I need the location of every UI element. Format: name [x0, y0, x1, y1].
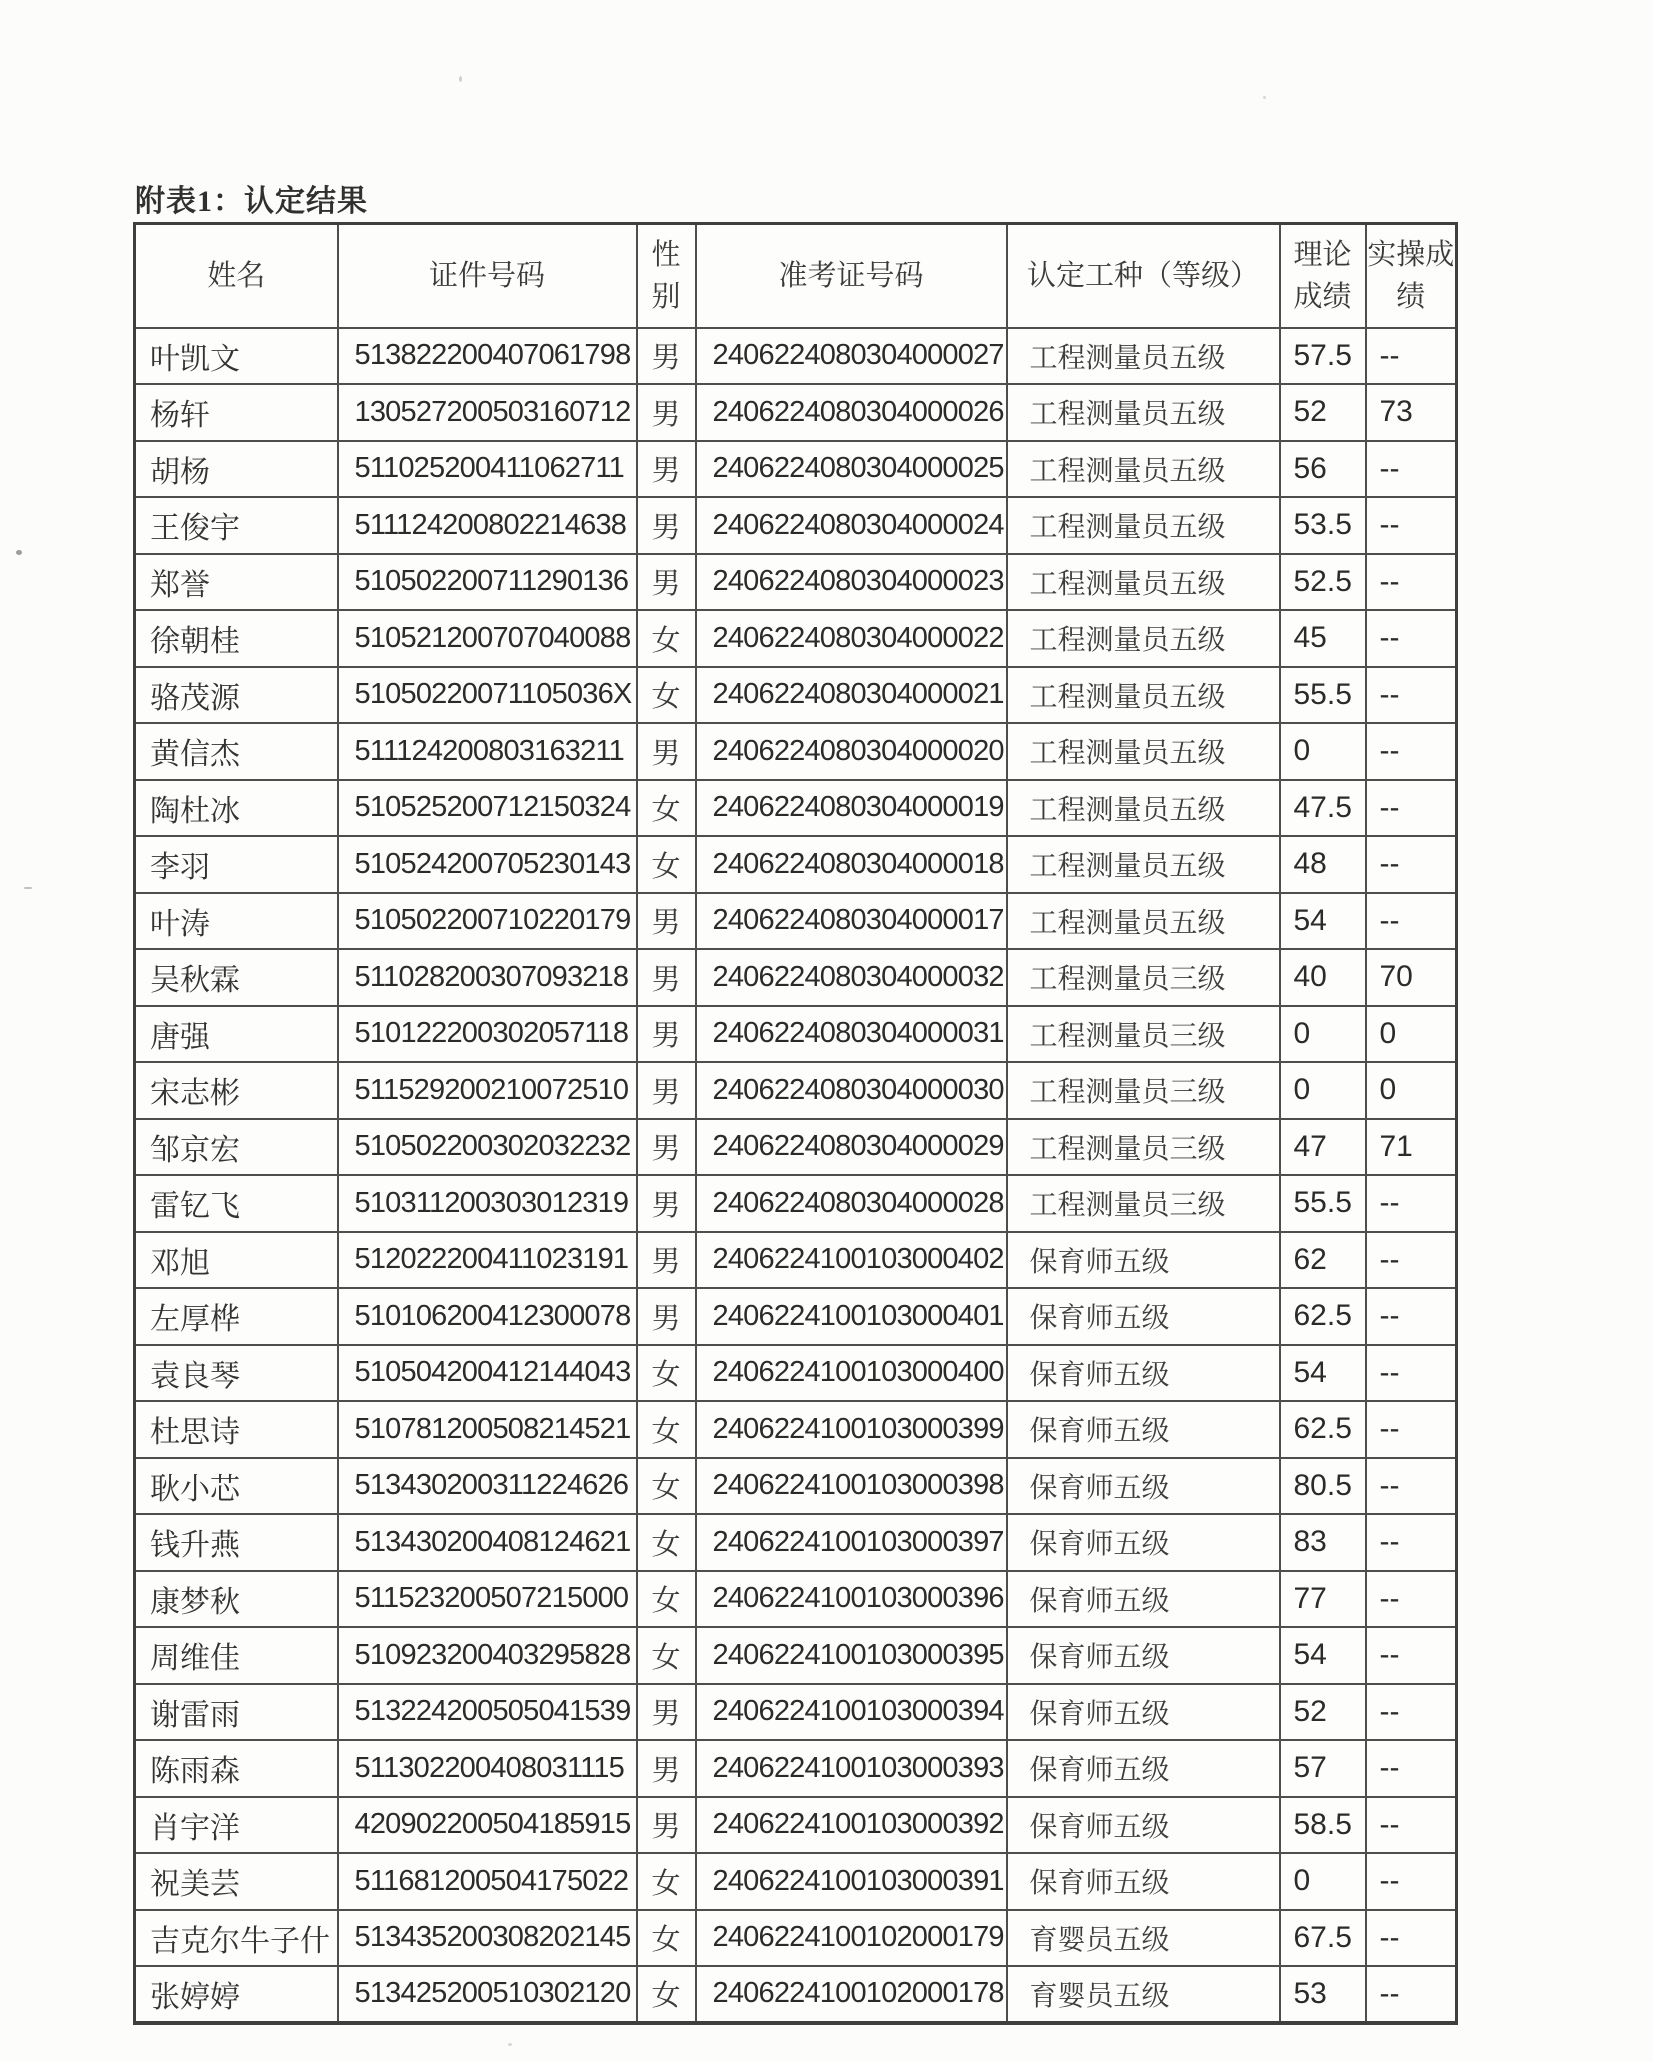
cell-name: 郑誉	[135, 554, 338, 611]
cell-occupation: 工程测量员五级	[1007, 328, 1280, 385]
cell-exam-number: 2406224080304000023	[696, 554, 1007, 611]
cell-name: 叶涛	[135, 893, 338, 950]
table-row	[135, 1571, 1457, 1628]
cell-practical-score: --	[1366, 441, 1457, 498]
cell-practical-score: --	[1366, 610, 1457, 667]
cell-id-number: 510521200707040088	[338, 610, 637, 667]
cell-exam-number: 2406224100103000392	[696, 1797, 1007, 1854]
cell-occupation: 工程测量员三级	[1007, 1006, 1280, 1063]
cell-practical-score: --	[1366, 554, 1457, 611]
cell-practical-score: 73	[1366, 384, 1457, 441]
cell-exam-number: 2406224080304000017	[696, 893, 1007, 950]
cell-theory-score: 77	[1280, 1571, 1366, 1628]
cell-id-number: 510504200412144043	[338, 1345, 637, 1402]
cell-occupation: 工程测量员三级	[1007, 1062, 1280, 1119]
cell-practical-score: --	[1366, 1514, 1457, 1571]
cell-gender: 女	[637, 1514, 696, 1571]
cell-practical-score: --	[1366, 1232, 1457, 1289]
cell-exam-number: 2406224100103000402	[696, 1232, 1007, 1289]
cell-occupation: 工程测量员五级	[1007, 497, 1280, 554]
cell-occupation: 工程测量员三级	[1007, 949, 1280, 1006]
cell-id-number: 513822200407061798	[338, 328, 637, 385]
cell-occupation: 工程测量员五级	[1007, 667, 1280, 724]
table-row	[135, 1119, 1457, 1176]
cell-theory-score: 62.5	[1280, 1288, 1366, 1345]
cell-name: 肖宇洋	[135, 1797, 338, 1854]
cell-id-number: 511124200802214638	[338, 497, 637, 554]
cell-id-number: 510502200711290136	[338, 554, 637, 611]
cell-theory-score: 83	[1280, 1514, 1366, 1571]
cell-name: 周维佳	[135, 1627, 338, 1684]
cell-occupation: 工程测量员五级	[1007, 384, 1280, 441]
table-row	[135, 328, 1457, 385]
cell-gender: 男	[637, 1797, 696, 1854]
cell-id-number: 511124200803163211	[338, 723, 637, 780]
cell-practical-score: 0	[1366, 1006, 1457, 1063]
cell-occupation: 工程测量员五级	[1007, 780, 1280, 837]
cell-practical-score: --	[1366, 1740, 1457, 1797]
header-id-number: 证件号码	[338, 224, 637, 328]
header-occupation: 认定工种（等级）	[1007, 224, 1280, 328]
cell-gender: 男	[637, 1062, 696, 1119]
cell-name: 耿小芯	[135, 1458, 338, 1515]
cell-name: 谢雷雨	[135, 1684, 338, 1741]
cell-occupation: 保育师五级	[1007, 1288, 1280, 1345]
cell-exam-number: 2406224080304000019	[696, 780, 1007, 837]
cell-name: 唐强	[135, 1006, 338, 1063]
cell-gender: 男	[637, 441, 696, 498]
cell-practical-score: --	[1366, 893, 1457, 950]
cell-id-number: 513430200311224626	[338, 1458, 637, 1515]
cell-name: 祝美芸	[135, 1853, 338, 1910]
cell-gender: 女	[637, 1571, 696, 1628]
table-row	[135, 1966, 1457, 2023]
cell-practical-score: --	[1366, 780, 1457, 837]
cell-practical-score: --	[1366, 1458, 1457, 1515]
table-row	[135, 497, 1457, 554]
cell-name: 吉克尔牛子什	[135, 1910, 338, 1967]
cell-gender: 女	[637, 1853, 696, 1910]
table-row	[135, 1853, 1457, 1910]
cell-theory-score: 0	[1280, 723, 1366, 780]
cell-practical-score: --	[1366, 1345, 1457, 1402]
cell-theory-score: 0	[1280, 1062, 1366, 1119]
cell-occupation: 保育师五级	[1007, 1797, 1280, 1854]
table-row	[135, 780, 1457, 837]
cell-gender: 男	[637, 1740, 696, 1797]
cell-name: 张婷婷	[135, 1966, 338, 2023]
table-row	[135, 554, 1457, 611]
cell-occupation: 保育师五级	[1007, 1853, 1280, 1910]
cell-exam-number: 2406224080304000031	[696, 1006, 1007, 1063]
table-row	[135, 1345, 1457, 1402]
cell-id-number: 513435200308202145	[338, 1910, 637, 1967]
cell-gender: 女	[637, 667, 696, 724]
cell-id-number: 511529200210072510	[338, 1062, 637, 1119]
cell-occupation: 保育师五级	[1007, 1627, 1280, 1684]
cell-name: 王俊宇	[135, 497, 338, 554]
cell-gender: 男	[637, 723, 696, 780]
cell-practical-score: --	[1366, 723, 1457, 780]
cell-occupation: 保育师五级	[1007, 1514, 1280, 1571]
cell-id-number: 130527200503160712	[338, 384, 637, 441]
table-row	[135, 1740, 1457, 1797]
cell-gender: 男	[637, 384, 696, 441]
cell-id-number: 510781200508214521	[338, 1401, 637, 1458]
cell-exam-number: 2406224100103000399	[696, 1401, 1007, 1458]
cell-name: 黄信杰	[135, 723, 338, 780]
table-row	[135, 1910, 1457, 1967]
cell-practical-score: --	[1366, 1797, 1457, 1854]
cell-theory-score: 0	[1280, 1853, 1366, 1910]
cell-id-number: 513430200408124621	[338, 1514, 637, 1571]
cell-practical-score: --	[1366, 328, 1457, 385]
cell-gender: 男	[637, 949, 696, 1006]
cell-gender: 女	[637, 1627, 696, 1684]
cell-occupation: 育婴员五级	[1007, 1966, 1280, 2023]
cell-theory-score: 53	[1280, 1966, 1366, 2023]
table-row	[135, 893, 1457, 950]
cell-exam-number: 2406224080304000024	[696, 497, 1007, 554]
cell-id-number: 511302200408031115	[338, 1740, 637, 1797]
cell-exam-number: 2406224100103000391	[696, 1853, 1007, 1910]
cell-exam-number: 2406224100103000396	[696, 1571, 1007, 1628]
cell-id-number: 510525200712150324	[338, 780, 637, 837]
table-row	[135, 1401, 1457, 1458]
scan-speck	[1263, 96, 1266, 99]
cell-occupation: 保育师五级	[1007, 1684, 1280, 1741]
cell-theory-score: 55.5	[1280, 1175, 1366, 1232]
cell-name: 叶凯文	[135, 328, 338, 385]
cell-gender: 男	[637, 1232, 696, 1289]
cell-id-number: 511028200307093218	[338, 949, 637, 1006]
cell-theory-score: 54	[1280, 893, 1366, 950]
table-row	[135, 1797, 1457, 1854]
cell-practical-score: --	[1366, 1853, 1457, 1910]
cell-id-number: 511025200411062711	[338, 441, 637, 498]
scan-speck	[508, 2043, 512, 2046]
cell-gender: 女	[637, 1345, 696, 1402]
table-row	[135, 1458, 1457, 1515]
cell-gender: 男	[637, 497, 696, 554]
cell-occupation: 工程测量员五级	[1007, 441, 1280, 498]
cell-exam-number: 2406224080304000030	[696, 1062, 1007, 1119]
cell-theory-score: 52.5	[1280, 554, 1366, 611]
cell-id-number: 510923200403295828	[338, 1627, 637, 1684]
cell-occupation: 保育师五级	[1007, 1458, 1280, 1515]
cell-occupation: 育婴员五级	[1007, 1910, 1280, 1967]
cell-id-number: 510122200302057118	[338, 1006, 637, 1063]
cell-name: 宋志彬	[135, 1062, 338, 1119]
cell-gender: 女	[637, 780, 696, 837]
cell-practical-score: --	[1366, 1910, 1457, 1967]
table-row	[135, 1232, 1457, 1289]
cell-id-number: 511523200507215000	[338, 1571, 637, 1628]
cell-name: 邹京宏	[135, 1119, 338, 1176]
cell-theory-score: 80.5	[1280, 1458, 1366, 1515]
cell-name: 钱升燕	[135, 1514, 338, 1571]
cell-theory-score: 53.5	[1280, 497, 1366, 554]
table-row	[135, 1175, 1457, 1232]
scan-speck	[459, 76, 462, 82]
cell-theory-score: 45	[1280, 610, 1366, 667]
cell-id-number: 513425200510302120	[338, 1966, 637, 2023]
cell-exam-number: 2406224100103000401	[696, 1288, 1007, 1345]
table-row	[135, 1062, 1457, 1119]
cell-exam-number: 2406224100103000394	[696, 1684, 1007, 1741]
cell-gender: 男	[637, 328, 696, 385]
cell-gender: 男	[637, 1119, 696, 1176]
cell-gender: 女	[637, 1458, 696, 1515]
cell-theory-score: 55.5	[1280, 667, 1366, 724]
cell-name: 陈雨森	[135, 1740, 338, 1797]
cell-id-number: 510502200302032232	[338, 1119, 637, 1176]
cell-exam-number: 2406224100103000393	[696, 1740, 1007, 1797]
cell-name: 徐朝桂	[135, 610, 338, 667]
cell-theory-score: 0	[1280, 1006, 1366, 1063]
cell-name: 袁良琴	[135, 1345, 338, 1402]
cell-theory-score: 52	[1280, 384, 1366, 441]
cell-gender: 男	[637, 1006, 696, 1063]
cell-practical-score: --	[1366, 1966, 1457, 2023]
header-practical-score: 实操成绩	[1366, 224, 1457, 328]
table-row	[135, 384, 1457, 441]
cell-occupation: 工程测量员五级	[1007, 836, 1280, 893]
cell-occupation: 工程测量员五级	[1007, 554, 1280, 611]
cell-name: 左厚桦	[135, 1288, 338, 1345]
cell-occupation: 保育师五级	[1007, 1232, 1280, 1289]
cell-id-number: 510502200710220179	[338, 893, 637, 950]
table-row	[135, 667, 1457, 724]
header-gender: 性别	[637, 224, 696, 328]
cell-practical-score: 0	[1366, 1062, 1457, 1119]
cell-practical-score: --	[1366, 1571, 1457, 1628]
cell-occupation: 工程测量员三级	[1007, 1175, 1280, 1232]
cell-exam-number: 2406224100103000395	[696, 1627, 1007, 1684]
cell-exam-number: 2406224100103000400	[696, 1345, 1007, 1402]
cell-exam-number: 2406224080304000028	[696, 1175, 1007, 1232]
cell-gender: 女	[637, 1401, 696, 1458]
cell-theory-score: 47.5	[1280, 780, 1366, 837]
cell-theory-score: 62.5	[1280, 1401, 1366, 1458]
cell-id-number: 510106200412300078	[338, 1288, 637, 1345]
cell-practical-score: --	[1366, 1401, 1457, 1458]
table-row	[135, 610, 1457, 667]
cell-exam-number: 2406224100102000179	[696, 1910, 1007, 1967]
header-theory-score: 理论成绩	[1280, 224, 1366, 328]
cell-exam-number: 2406224080304000018	[696, 836, 1007, 893]
cell-exam-number: 2406224100103000397	[696, 1514, 1007, 1571]
cell-exam-number: 2406224080304000027	[696, 328, 1007, 385]
table-row	[135, 949, 1457, 1006]
cell-id-number: 511681200504175022	[338, 1853, 637, 1910]
cell-name: 杜思诗	[135, 1401, 338, 1458]
cell-name: 胡杨	[135, 441, 338, 498]
cell-id-number: 420902200504185915	[338, 1797, 637, 1854]
cell-theory-score: 56	[1280, 441, 1366, 498]
cell-theory-score: 48	[1280, 836, 1366, 893]
cell-practical-score: --	[1366, 836, 1457, 893]
cell-exam-number: 2406224080304000032	[696, 949, 1007, 1006]
cell-practical-score: 70	[1366, 949, 1457, 1006]
cell-theory-score: 67.5	[1280, 1910, 1366, 1967]
cell-gender: 男	[637, 1175, 696, 1232]
cell-theory-score: 58.5	[1280, 1797, 1366, 1854]
cell-gender: 男	[637, 893, 696, 950]
cell-id-number: 513224200505041539	[338, 1684, 637, 1741]
table-row	[135, 836, 1457, 893]
table-row	[135, 1006, 1457, 1063]
cell-gender: 男	[637, 1684, 696, 1741]
cell-gender: 男	[637, 1288, 696, 1345]
cell-practical-score: 71	[1366, 1119, 1457, 1176]
cell-occupation: 保育师五级	[1007, 1345, 1280, 1402]
cell-theory-score: 54	[1280, 1345, 1366, 1402]
cell-practical-score: --	[1366, 1288, 1457, 1345]
cell-practical-score: --	[1366, 1175, 1457, 1232]
cell-exam-number: 2406224100103000398	[696, 1458, 1007, 1515]
cell-theory-score: 62	[1280, 1232, 1366, 1289]
cell-name: 康梦秋	[135, 1571, 338, 1628]
table-body	[135, 328, 1457, 2023]
cell-id-number: 512022200411023191	[338, 1232, 637, 1289]
header-row	[135, 224, 1457, 328]
cell-practical-score: --	[1366, 667, 1457, 724]
cell-name: 骆茂源	[135, 667, 338, 724]
cell-gender: 女	[637, 610, 696, 667]
cell-exam-number: 2406224080304000029	[696, 1119, 1007, 1176]
cell-gender: 男	[637, 554, 696, 611]
cell-theory-score: 57	[1280, 1740, 1366, 1797]
cell-occupation: 工程测量员五级	[1007, 610, 1280, 667]
table-row	[135, 441, 1457, 498]
cell-practical-score: --	[1366, 497, 1457, 554]
cell-occupation: 保育师五级	[1007, 1571, 1280, 1628]
cell-theory-score: 47	[1280, 1119, 1366, 1176]
cell-gender: 女	[637, 1910, 696, 1967]
cell-exam-number: 2406224080304000022	[696, 610, 1007, 667]
cell-id-number: 510524200705230143	[338, 836, 637, 893]
cell-theory-score: 54	[1280, 1627, 1366, 1684]
cell-id-number: 510311200303012319	[338, 1175, 637, 1232]
cell-exam-number: 2406224080304000021	[696, 667, 1007, 724]
results-table	[133, 222, 1458, 2025]
cell-name: 雷钇飞	[135, 1175, 338, 1232]
cell-occupation: 工程测量员三级	[1007, 1119, 1280, 1176]
cell-name: 吴秋霖	[135, 949, 338, 1006]
cell-exam-number: 2406224080304000025	[696, 441, 1007, 498]
page-title: 附表1：认定结果	[135, 185, 368, 218]
cell-gender: 女	[637, 1966, 696, 2023]
cell-id-number: 51050220071105036X	[338, 667, 637, 724]
cell-exam-number: 2406224100102000178	[696, 1966, 1007, 2023]
cell-occupation: 保育师五级	[1007, 1740, 1280, 1797]
cell-name: 陶杜冰	[135, 780, 338, 837]
cell-theory-score: 57.5	[1280, 328, 1366, 385]
scan-speck	[24, 887, 32, 889]
cell-exam-number: 2406224080304000026	[696, 384, 1007, 441]
header-exam-number: 准考证号码	[696, 224, 1007, 328]
cell-name: 李羽	[135, 836, 338, 893]
cell-theory-score: 52	[1280, 1684, 1366, 1741]
table-row	[135, 1514, 1457, 1571]
cell-name: 邓旭	[135, 1232, 338, 1289]
cell-theory-score: 40	[1280, 949, 1366, 1006]
cell-gender: 女	[637, 836, 696, 893]
table-row	[135, 723, 1457, 780]
table-row	[135, 1627, 1457, 1684]
cell-practical-score: --	[1366, 1684, 1457, 1741]
table-row	[135, 1684, 1457, 1741]
cell-practical-score: --	[1366, 1627, 1457, 1684]
scan-speck	[16, 550, 22, 555]
cell-name: 杨轩	[135, 384, 338, 441]
cell-occupation: 工程测量员五级	[1007, 893, 1280, 950]
cell-exam-number: 2406224080304000020	[696, 723, 1007, 780]
cell-occupation: 保育师五级	[1007, 1401, 1280, 1458]
cell-occupation: 工程测量员五级	[1007, 723, 1280, 780]
header-name: 姓名	[135, 224, 338, 328]
table-row	[135, 1288, 1457, 1345]
